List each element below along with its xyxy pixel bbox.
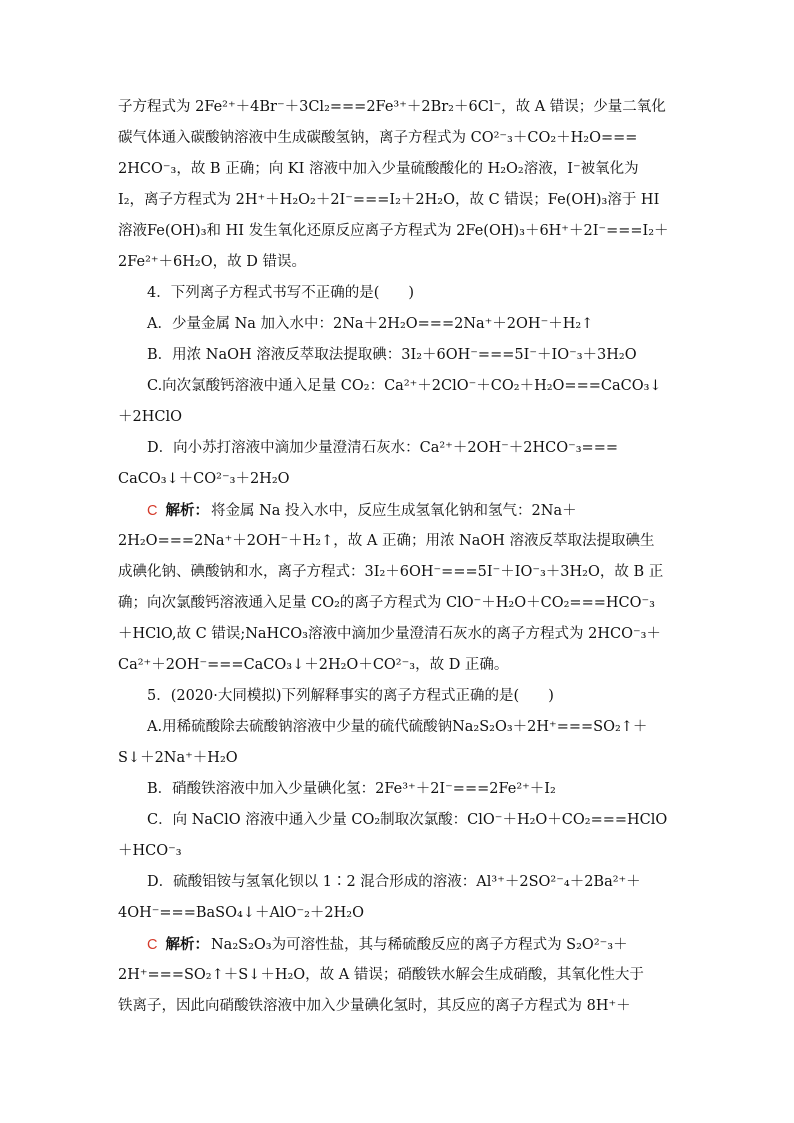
- text-line: 碳气体通入碳酸钠溶液中生成碳酸氢钠，离子方程式为 CO²⁻₃＋CO₂＋H₂O===: [118, 130, 638, 146]
- text-line: 2HCO⁻₃，故 B 正确；向 KI 溶液中加入少量硫酸酸化的 H₂O₂溶液，I⁻被氧化为: [118, 161, 639, 177]
- prev-explanation: [118, 92, 678, 278]
- option-d-cont: 4OH⁻===BaSO₄↓＋AlO⁻₂＋2H₂O: [118, 905, 364, 921]
- option-c: C．向 NaClO 溶液中通入少量 CO₂制取次氯酸：ClO⁻＋H₂O＋CO₂===HClO: [147, 812, 668, 828]
- analysis-first-line: [118, 495, 678, 526]
- option-c-cont: ＋HCO⁻₃: [118, 843, 182, 859]
- analysis-line: 铁离子，因此向硝酸铁溶液中加入少量碘化氢时，其反应的离子方程式为 8H⁺＋: [118, 998, 631, 1014]
- option-d: D．向小苏打溶液中滴加少量澄清石灰水：Ca²⁺＋2OH⁻＋2HCO⁻₃===: [147, 440, 619, 456]
- document-body: [118, 92, 678, 1022]
- analysis-line: 确；向次氯酸钙溶液通入足量 CO₂的离子方程式为 ClO⁻＋H₂O＋CO₂===HCO⁻₃: [118, 595, 655, 611]
- option-a: A．少量金属 Na 加入水中：2Na＋2H₂O===2Na⁺＋2OH⁻＋H₂↑: [147, 316, 594, 332]
- question-5: [118, 681, 678, 1022]
- analysis-label: 解析：: [165, 502, 209, 519]
- analysis-label: 解析：: [165, 936, 209, 953]
- option-a: A.用稀硫酸除去硫酸钠溶液中少量的硫代硫酸钠Na₂S₂O₃＋2H⁺===SO₂↑＋: [147, 719, 648, 735]
- analysis-line: ＋HClO,故 C 错误;NaHCO₃溶液中滴加少量澄清石灰水的离子方程式为 2HCO⁻₃＋: [118, 626, 661, 642]
- option-c: C.向次氯酸钙溶液中通入足量 CO₂：Ca²⁺＋2ClO⁻＋CO₂＋H₂O===CaCO₃↓: [147, 378, 662, 394]
- text-line: 2Fe²⁺＋6H₂O，故 D 错误。: [118, 254, 306, 270]
- text-line: I₂，离子方程式为 2H⁺＋H₂O₂＋2I⁻===I₂＋2H₂O，故 C 错误；Fe(OH)₃溶于 HI: [118, 192, 660, 208]
- analysis-text: Na₂S₂O₃为可溶性盐，其与稀硫酸反应的离子方程式为 S₂O²⁻₃＋: [210, 937, 628, 953]
- option-c-cont: ＋2HClO: [118, 409, 182, 425]
- analysis-line: 2H⁺===SO₂↑＋S↓＋H₂O，故 A 错误；硝酸铁水解会生成硝酸，其氧化性大于: [118, 967, 644, 983]
- question-stem: 5．(2020·大同模拟)下列解释事实的离子方程式正确的是( ): [147, 688, 554, 704]
- question-stem: 4．下列离子方程式书写不正确的是( ): [147, 285, 415, 301]
- option-d-cont: CaCO₃↓＋CO²⁻₃＋2H₂O: [118, 471, 290, 487]
- option-b: B．用浓 NaOH 溶液反萃取法提取碘：3I₂＋6OH⁻===5I⁻＋IO⁻₃＋3H₂O: [147, 347, 637, 363]
- analysis-line: 2H₂O===2Na⁺＋2OH⁻＋H₂↑，故 A 正确；用浓 NaOH 溶液反萃取法提取碘生: [118, 533, 655, 549]
- analysis-first-line: [118, 929, 678, 960]
- option-b: B．硝酸铁溶液中加入少量碘化氢：2Fe³⁺＋2I⁻===2Fe²⁺＋I₂: [147, 781, 556, 797]
- analysis-line: 成碘化钠、碘酸钠和水，离子方程式：3I₂＋6OH⁻===5I⁻＋IO⁻₃＋3H₂O，故 B 正: [118, 564, 664, 580]
- analysis-line: Ca²⁺＋2OH⁻===CaCO₃↓＋2H₂O＋CO²⁻₃，故 D 正确。: [118, 657, 509, 673]
- option-a-cont: S↓＋2Na⁺＋H₂O: [118, 750, 238, 766]
- answer-letter: C: [147, 503, 158, 519]
- answer-letter: C: [147, 937, 158, 953]
- text-line: 子方程式为 2Fe²⁺＋4Br⁻＋3Cl₂===2Fe³⁺＋2Br₂＋6Cl⁻，故 A 错误；少量二氧化: [118, 99, 666, 115]
- analysis-text: 将金属 Na 投入水中，反应生成氢氧化钠和氢气：2Na＋: [210, 503, 577, 519]
- text-line: 溶液Fe(OH)₃和 HI 发生氧化还原反应离子方程式为 2Fe(OH)₃＋6H⁺＋2I⁻===I₂＋: [118, 223, 669, 239]
- option-d: D．硫酸铝铵与氢氧化钡以 1∶2 混合形成的溶液：Al³⁺＋2SO²⁻₄＋2Ba²⁺＋: [147, 874, 641, 890]
- question-4: [118, 278, 678, 681]
